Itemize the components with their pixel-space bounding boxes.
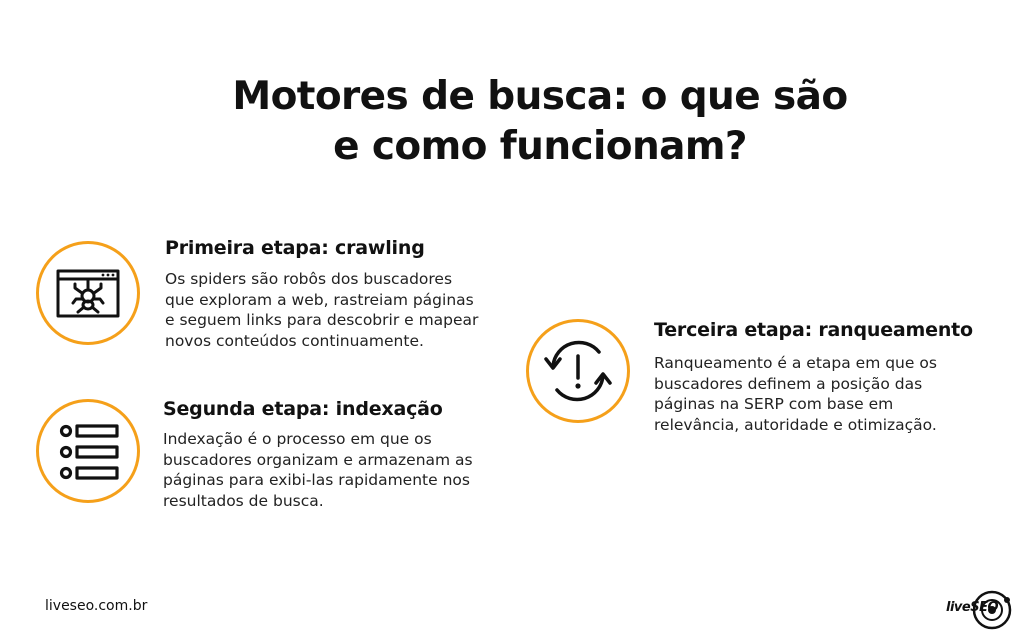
liveseo-logo: [946, 586, 1016, 632]
step-1-description: [165, 269, 478, 351]
step-2-description-line: buscadores organizam e armazenam as: [163, 450, 473, 469]
step-2-description-line: Indexação é o processo em que os: [163, 430, 432, 448]
step-2-title: Segunda etapa: indexação: [163, 398, 443, 420]
step-3-description-line: buscadores definem a posição das: [654, 374, 923, 393]
spider-browser-icon: [39, 244, 137, 342]
footer-url[interactable]: liveseo.com.br: [45, 598, 148, 614]
list-index-icon: [39, 402, 137, 500]
page-title-line-1: Motores de busca: o que são: [232, 74, 848, 119]
logo-wordmark: liveSEO: [946, 600, 998, 615]
refresh-alert-icon: [529, 322, 627, 420]
page-title: [140, 72, 940, 172]
step-1-description-line: e seguem links para descobrir e mapear: [165, 311, 479, 329]
step-1-description-line: que exploram a web, rastreiam páginas: [165, 290, 474, 309]
page-title-line-2: e como funcionam?: [333, 124, 747, 169]
step-3-description-line: Ranqueamento é a etapa em que os: [654, 354, 937, 372]
step-3-icon-circle: [526, 319, 630, 423]
step-3-description-line: páginas na SERP com base em: [654, 395, 894, 413]
step-3-title: Terceira etapa: ranqueamento: [654, 319, 973, 341]
step-1-description-line: Os spiders são robôs dos buscadores: [165, 270, 453, 288]
step-1-description-line: novos conteúdos continuamente.: [165, 331, 424, 350]
step-2-description-line: resultados de busca.: [163, 491, 324, 510]
step-3-description-line: relevância, autoridade e otimização.: [654, 415, 937, 434]
step-2-description: [163, 429, 473, 511]
step-2-description-line: páginas para exibi-las rapidamente nos: [163, 471, 470, 489]
step-3-description: [654, 353, 937, 435]
step-1-icon-circle: [36, 241, 140, 345]
step-1-title: Primeira etapa: crawling: [165, 237, 425, 259]
step-2-icon-circle: [36, 399, 140, 503]
